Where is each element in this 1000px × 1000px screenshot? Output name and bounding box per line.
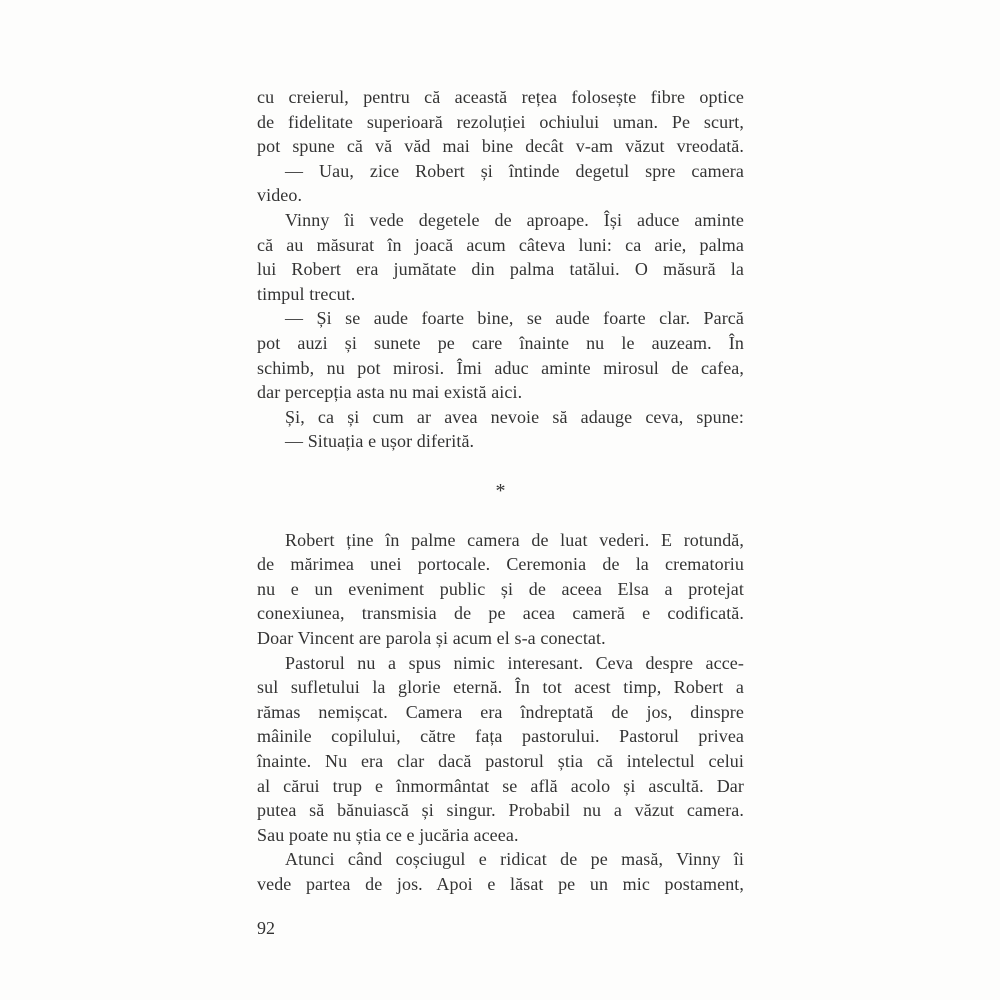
page-number: 92 xyxy=(257,918,275,938)
text-line: Atunci când coșciugul e ridicat de pe masă, Vinny îi xyxy=(285,849,744,870)
text-line: de fidelitate superioară rezoluției ochiului uman. Pe scurt, xyxy=(257,111,744,132)
paragraph xyxy=(257,429,744,454)
paragraph xyxy=(257,159,744,208)
paragraph xyxy=(257,85,744,159)
text-line: — Și se aude foarte bine, se aude foarte clar. Parcă xyxy=(285,308,744,329)
text-line: timpul trecut. xyxy=(257,283,356,304)
text-line: Sau poate nu știa ce e jucăria aceea. xyxy=(257,824,519,845)
text-line: Și, ca și cum ar avea nevoie să adauge ceva, spune: xyxy=(285,406,744,427)
text-line: rămas nemișcat. Camera era îndreptată de jos, dinspre xyxy=(257,701,744,722)
text-line: — Uau, zice Robert și întinde degetul spre camera xyxy=(285,160,744,181)
text-line: nu e un eveniment public și de aceea Elsa a protejat xyxy=(257,578,744,599)
text-line: pot auzi și sunete pe care înainte nu le auzeam. În xyxy=(257,332,744,353)
paragraph xyxy=(257,651,744,848)
paragraph xyxy=(257,306,744,404)
text-line: înainte. Nu era clar dacă pastorul știa că intelectul celui xyxy=(257,751,744,772)
text-line: mâinile copilului, către fața pastorului. Pastorul privea xyxy=(257,726,744,747)
text-line: conexiunea, transmisia de pe acea cameră e codificată. xyxy=(257,603,744,624)
text-line: de mărimea unei portocale. Ceremonia de la crematoriu xyxy=(257,554,744,575)
paragraph xyxy=(257,847,744,896)
text-line: video. xyxy=(257,185,303,206)
text-block xyxy=(257,85,744,897)
section-break-asterisk: * xyxy=(495,479,506,502)
text-line: schimb, nu pot mirosi. Îmi aduc aminte mirosul de cafea, xyxy=(257,357,744,378)
text-line: Robert ține în palme camera de luat vederi. E rotundă, xyxy=(285,529,744,550)
text-line: dar percepția asta nu mai există aici. xyxy=(257,382,523,403)
text-line: al cărui trup e înmormântat se află acolo și ascultă. Dar xyxy=(257,775,744,796)
text-line: lui Robert era jumătate din palma tatălui. O măsură la xyxy=(257,259,744,280)
text-line: Vinny îi vede degetele de aproape. Își aduce aminte xyxy=(285,209,744,230)
text-line: putea să bănuiască și singur. Probabil nu a văzut camera. xyxy=(257,800,744,821)
text-line: cu creierul, pentru că această rețea folosește fibre optice xyxy=(257,87,744,107)
text-line: vede partea de jos. Apoi e lăsat pe un mic postament, xyxy=(257,874,744,895)
text-line: pot spune că vă văd mai bine decât v-am văzut vreodată. xyxy=(257,136,744,157)
text-line: — Situația e ușor diferită. xyxy=(285,431,475,452)
text-line: Pastorul nu a spus nimic interesant. Ceva despre acce- xyxy=(285,652,744,673)
text-line: Doar Vincent are parola și acum el s-a conectat. xyxy=(257,628,606,649)
text-line: sul sufletului la glorie eternă. În tot acest timp, Robert a xyxy=(257,677,744,698)
paragraph xyxy=(257,528,744,651)
paragraph xyxy=(257,405,744,430)
paragraph xyxy=(257,208,744,306)
text-line: că au măsurat în joacă acum câteva luni: ca arie, palma xyxy=(257,234,744,255)
